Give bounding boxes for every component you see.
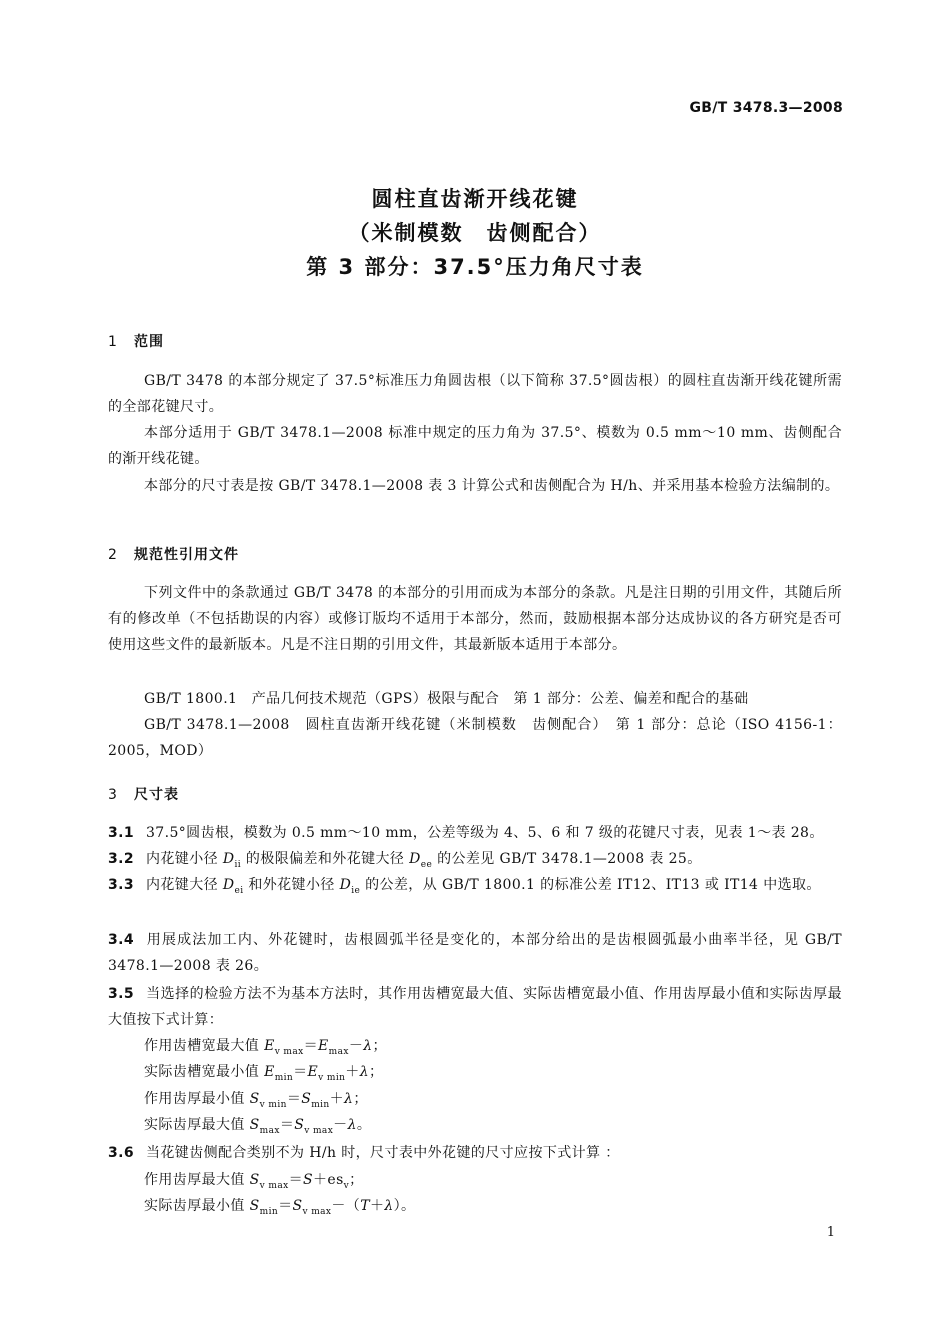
section-title: 尺寸表 — [134, 787, 179, 803]
clause-3-4 — [108, 927, 842, 979]
section-number: 3 — [108, 787, 118, 803]
section-number: 2 — [108, 547, 118, 563]
clause-3-2: 3.2 内花键小径 $D_{ii}$ 的极限偏差和外花键大径 $D_{ee}$ 的公差见 GB/T 3478.1—2008 表 25。 — [108, 846, 842, 878]
section-3-heading — [108, 784, 179, 804]
formula-label: 作用齿槽宽最大值 — [144, 1038, 265, 1054]
clause-number: 3.6 — [108, 1145, 135, 1161]
clause-3-6 — [108, 1140, 842, 1166]
formula-label: 作用齿厚最大值 — [144, 1172, 250, 1188]
clause-number: 3.3 — [108, 877, 135, 893]
symbol-dii: D — [222, 851, 235, 867]
clause-text: 的极限偏差和外花键大径 — [241, 851, 410, 867]
formula-label: 实际齿厚最大值 — [144, 1117, 250, 1133]
clause-text: 当花键齿侧配合类别不为 H/h 时，尺寸表中外花键的尺寸应按下式计算 ： — [146, 1145, 620, 1161]
formula-s-min: 实际齿厚最小值 $S_{min}=S_{v max}-(T+\lambda)$。 — [144, 1198, 416, 1217]
clause-text: 用展成法加工内、外花键时，齿根圆弧半径是变化的，本部分给出的是齿根圆弧最小曲率半径，见 GB/T 3478.1—2008 表 26。 — [108, 932, 842, 974]
section-title: 范围 — [134, 334, 164, 350]
clause-text: 内花键小径 — [146, 851, 223, 867]
title-line-2: （米制模数 齿侧配合） — [348, 221, 602, 245]
section-1-heading — [108, 331, 164, 351]
section-number: 1 — [108, 334, 118, 350]
clause-text: 37.5°圆齿根，模数为 0.5 mm～10 mm，公差等级为 4、5、6 和 7 级的花键尺寸表，见表 1～表 28。 — [146, 825, 824, 841]
symbol-dee: D — [409, 851, 421, 867]
formula-label: 实际齿槽宽最小值 — [144, 1064, 265, 1080]
section-1-paragraph-3: 本部分的尺寸表是按 GB/T 3478.1—2008 表 3 计算公式和齿侧配合为 H/h、并采用基本检验方法编制的。 — [144, 478, 840, 494]
title-line-3: 第 3 部分：37.5°压力角尺寸表 — [306, 255, 644, 279]
clause-text: 内花键大径 — [146, 877, 223, 893]
reference-gbt-1800-1: GB/T 1800.1 产品几何技术规范（GPS）极限与配合 第 1 部分：公差、偏差和配合的基础 — [144, 691, 749, 707]
clause-text: 的公差，从 GB/T 1800.1 的标准公差 IT12、IT13 或 IT14 中选取。 — [360, 877, 821, 893]
clause-number: 3.1 — [108, 825, 135, 841]
clause-3-1 — [108, 820, 842, 846]
section-2-paragraph-1: 下列文件中的条款通过 GB/T 3478 的本部分的引用而成为本部分的条款。凡是注日期的引用文件，其随后所有的修改单（不包括勘误的内容）或修订版均不适用于本部分，然而，鼓励根据本部分达成协议的各方研究是否可使用这些文件的最新版本。凡是不注日期的引用文件，其最新版本适用于本部分。 — [108, 585, 842, 653]
section-1-paragraph-2: 本部分适用于 GB/T 3478.1—2008 标准中规定的压力角为 37.5°、模数为 0.5 mm～10 mm、齿侧配合的渐开线花键。 — [108, 425, 842, 467]
formula-sv-min: 作用齿厚最小值 $S_{v min}=S_{min}+\lambda$； — [144, 1091, 368, 1110]
title-line-1: 圆柱直齿渐开线花键 — [371, 187, 579, 211]
clause-number: 3.5 — [108, 986, 135, 1002]
page-number: 1 — [826, 1225, 835, 1240]
section-2-heading — [108, 544, 239, 564]
clause-number: 3.4 — [108, 932, 135, 948]
clause-3-5 — [108, 981, 842, 1033]
section-1-paragraph-1: GB/T 3478 的本部分规定了 37.5°标准压力角圆齿根（以下简称 37.5°圆齿根）的圆柱直齿渐开线花键所需的全部花键尺寸。 — [108, 373, 842, 415]
section-title: 规范性引用文件 — [134, 547, 239, 563]
standard-code: GB/T 3478.3—2008 — [689, 100, 843, 116]
clause-number: 3.2 — [108, 851, 135, 867]
formula-s-max: 实际齿厚最大值 $S_{max}=S_{v max}-\lambda$。 — [144, 1117, 372, 1136]
formula-label: 作用齿厚最小值 — [144, 1091, 250, 1107]
formula-label: 实际齿厚最小值 — [144, 1198, 250, 1214]
clause-text: 当选择的检验方法不为基本方法时，其作用齿槽宽最大值、实际齿槽宽最小值、作用齿厚最小值和实际齿厚最大值按下式计算： — [108, 986, 842, 1028]
document-title — [0, 182, 950, 284]
formula-e-min: 实际齿槽宽最小值 $E_{min}=E_{v min}+\lambda$； — [144, 1064, 384, 1083]
clause-text: 的公差见 GB/T 3478.1—2008 表 25。 — [432, 851, 702, 867]
clause-3-3: 3.3 内花键大径 $D_{ei}$ 和外花键小径 $D_{ie}$ 的公差，从 GB/T 1800.1 的标准公差 IT12、IT13 或 IT14 中选取。 — [108, 872, 842, 904]
formula-sv-max: 作用齿厚最大值 $S_{v max}=S+es_v$； — [144, 1172, 364, 1191]
formula-ev-max: 作用齿槽宽最大值 $E_{v max}=E_{max}-\lambda$； — [144, 1038, 387, 1057]
symbol-dei: D — [222, 877, 235, 893]
clause-text: 和外花键小径 — [243, 877, 340, 893]
symbol-die: D — [339, 877, 352, 893]
reference-gbt-3478-1: GB/T 3478.1—2008 圆柱直齿渐开线花键（米制模数 齿侧配合） 第 1 部分：总论（ISO 4156-1：2005，MOD） — [108, 717, 842, 759]
